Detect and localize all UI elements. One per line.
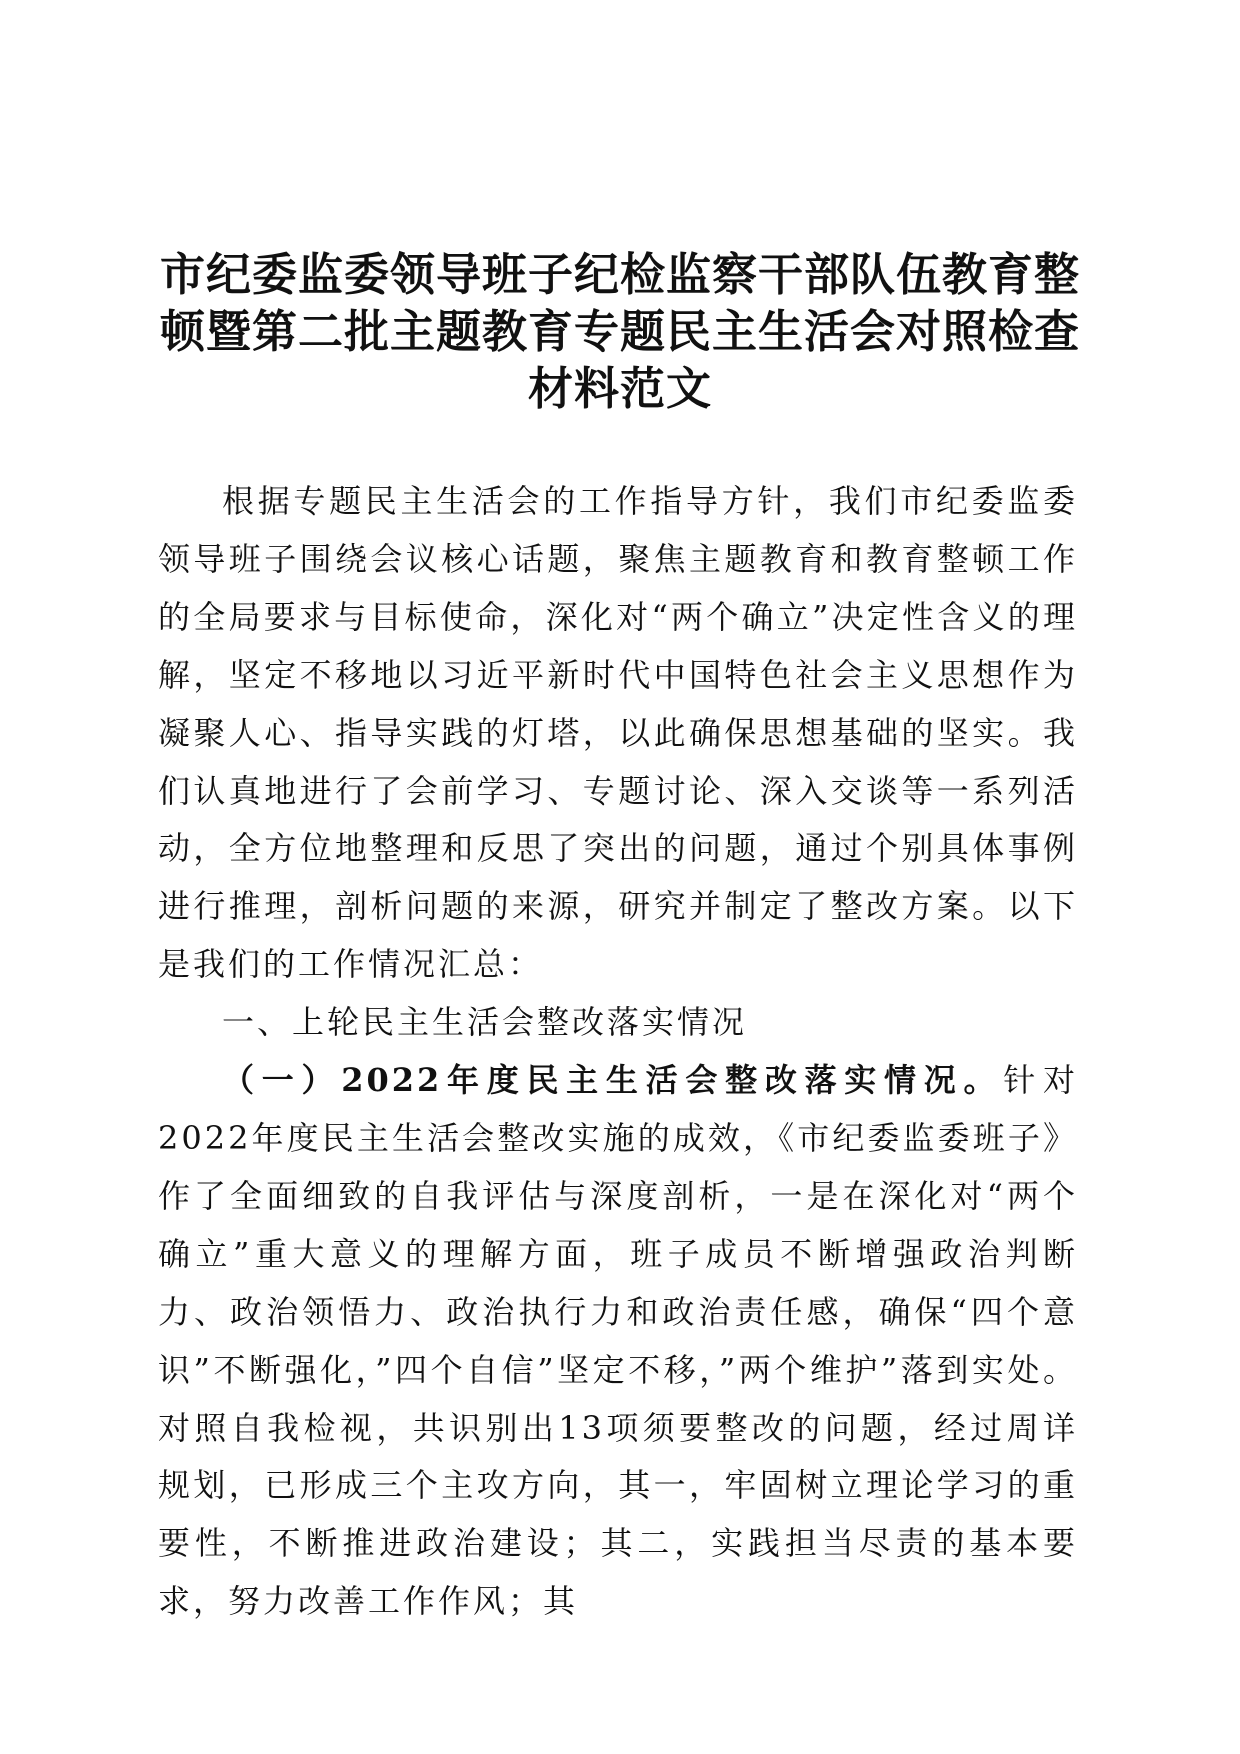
subsection-text-1: 针对2022年度民主生活会整改实施的成效，《市纪委监委班子》作了全面细致的自我评估与深度剖析，一是在深化对“两个确立”重大意义的理解方面，班子成员不断增强政治判断力、政治领悟力、政治执行力和政治责任感，确保“四个意识”不断强化，”四个自信”坚定不移，”两个维护”落到实处。对照自我检视，共识别出13项须要整改的问题，经过周详规划，已形成三个主攻方向，其一，牢固树立理论学习的重要性，不断推进政治建设；其二，实践担当尽责的基本要求，努力改善工作作风；其 bbox=[158, 1061, 1078, 1621]
subsection-paragraph-1 bbox=[158, 1052, 1078, 1631]
section-heading-1: 一、上轮民主生活会整改落实情况 bbox=[222, 1003, 748, 1042]
subsection-heading-1: （一）2022年度民主生活会整改落实情况。 bbox=[222, 1061, 1004, 1100]
document-body bbox=[158, 473, 1078, 1631]
title-line-1: 市纪委监委领导班子纪检监察干部队伍教育整 bbox=[159, 248, 1080, 301]
intro-paragraph: 根据专题民主生活会的工作指导方针，我们市纪委监委领导班子围绕会议核心话题，聚焦主题教育和教育整顿工作的全局要求与目标使命，深化对“两个确立”决定性含义的理解，坚定不移地以习近平新时代中国特色社会主义思想作为凝聚人心、指导实践的灯塔，以此确保思想基础的坚实。我们认真地进行了会前学习、专题讨论、深入交谈等一系列活动，全方位地整理和反思了突出的问题，通过个别具体事例进行推理，剖析问题的来源，研究并制定了整改方案。以下是我们的工作情况汇总： bbox=[158, 482, 1078, 984]
document-title bbox=[150, 246, 1090, 417]
title-line-2: 顿暨第二批主题教育专题民主生活会对照检查 bbox=[159, 305, 1080, 358]
title-line-3: 材料范文 bbox=[527, 362, 712, 415]
